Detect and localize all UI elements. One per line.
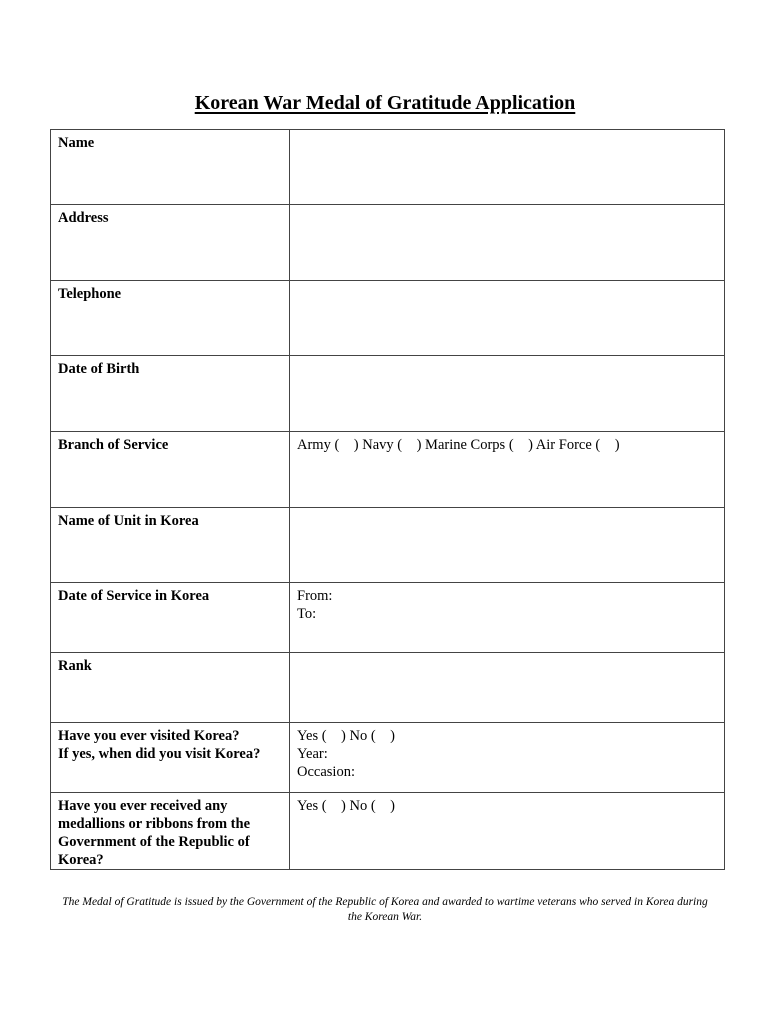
label-text: Address <box>58 210 109 226</box>
field-label <box>51 130 290 205</box>
occasion-text: Occasion: <box>297 764 355 780</box>
yes-no-text: Yes ( ) No ( ) <box>297 798 396 814</box>
form-row-branch-of-service <box>51 432 725 508</box>
address-field[interactable] <box>290 205 725 281</box>
field-label <box>51 281 290 356</box>
field-label <box>51 508 290 583</box>
label-text: Date of Birth <box>58 361 140 377</box>
application-form-table <box>50 129 725 870</box>
branch-options-text: Army ( ) Navy ( ) Marine Corps ( ) Air Force ( ) <box>297 437 620 453</box>
from-text: From: <box>297 588 333 604</box>
branch-of-service-field[interactable] <box>290 432 725 508</box>
field-label <box>51 356 290 432</box>
footnote: The Medal of Gratitude is issued by the Government of the Republic of Korea and awarded to wartime veterans who served in Korea during the Korean War. <box>62 896 708 923</box>
form-row-address <box>51 205 725 281</box>
field-label <box>51 432 290 508</box>
label-text: Have you ever visited Korea? <box>58 728 240 744</box>
unit-in-korea-field[interactable] <box>290 508 725 583</box>
form-row-name <box>51 130 725 205</box>
label-text: Have you ever received any medallions or ribbons from the Government of the Republic of Korea? <box>58 798 251 868</box>
form-row-visited-korea <box>51 723 725 793</box>
label-text: If yes, when did you visit Korea? <box>58 746 261 762</box>
label-text: Date of Service in Korea <box>58 588 210 604</box>
form-row-unit-in-korea <box>51 508 725 583</box>
field-label <box>51 793 290 870</box>
yes-no-text: Yes ( ) No ( ) <box>297 728 396 744</box>
field-label <box>51 723 290 793</box>
name-field[interactable] <box>290 130 725 205</box>
form-row-medallions <box>51 793 725 870</box>
form-row-telephone <box>51 281 725 356</box>
medallions-field[interactable] <box>290 793 725 870</box>
label-text: Telephone <box>58 286 122 302</box>
date-of-birth-field[interactable] <box>290 356 725 432</box>
rank-field[interactable] <box>290 653 725 723</box>
telephone-field[interactable] <box>290 281 725 356</box>
page-title: Korean War Medal of Gratitude Application <box>194 92 576 114</box>
year-text: Year: <box>297 746 328 762</box>
label-text: Name of Unit in Korea <box>58 513 199 529</box>
date-of-service-field[interactable] <box>290 583 725 653</box>
field-label <box>51 653 290 723</box>
to-text: To: <box>297 606 317 622</box>
field-label <box>51 205 290 281</box>
field-label <box>51 583 290 653</box>
form-row-rank <box>51 653 725 723</box>
form-row-date-of-service <box>51 583 725 653</box>
label-text: Name <box>58 135 95 151</box>
label-text: Branch of Service <box>58 437 169 453</box>
form-row-date-of-birth <box>51 356 725 432</box>
label-text: Rank <box>58 658 92 674</box>
visited-korea-field[interactable] <box>290 723 725 793</box>
